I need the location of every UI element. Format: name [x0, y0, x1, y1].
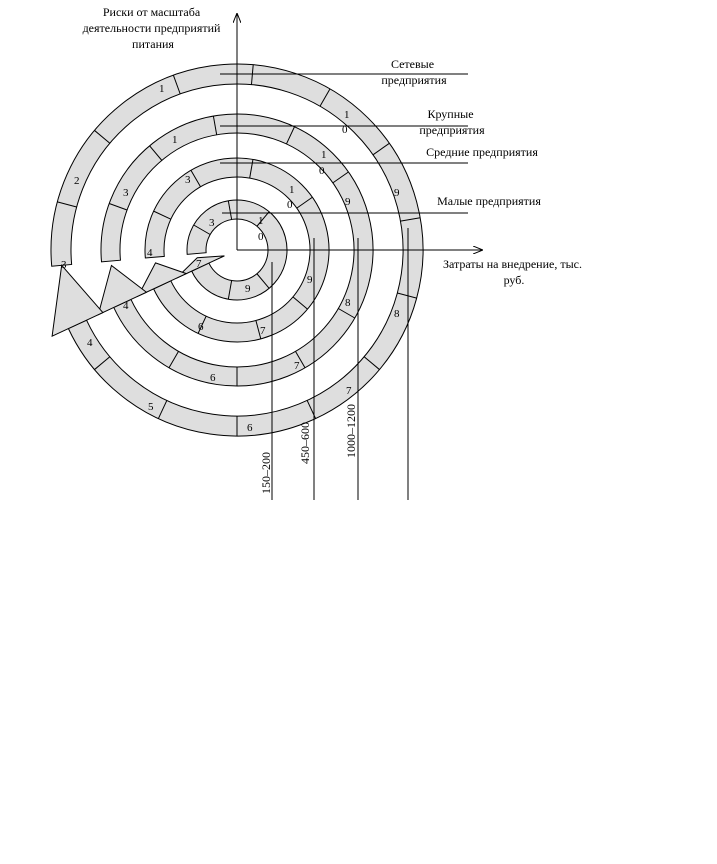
svg-text:4: 4	[123, 300, 129, 312]
svg-text:1: 1	[289, 184, 295, 196]
svg-text:5: 5	[148, 401, 154, 413]
cost-range-2: 450–600	[298, 422, 312, 464]
label-small-enterprises: Малые предприятия	[437, 194, 541, 208]
svg-text:1: 1	[172, 134, 178, 146]
svg-text:9: 9	[345, 196, 351, 208]
svg-text:4: 4	[87, 337, 93, 349]
svg-text:1: 1	[344, 109, 350, 121]
svg-text:6: 6	[247, 422, 253, 434]
svg-text:9: 9	[245, 283, 251, 295]
svg-text:0: 0	[258, 231, 264, 243]
svg-text:0: 0	[342, 124, 348, 136]
y-axis-label: Риски от масштаба деятельности предприятий питания	[82, 5, 221, 51]
svg-text:1: 1	[159, 83, 165, 95]
label-network-enterprises: Сетевые предприятия	[381, 57, 447, 87]
svg-text:8: 8	[345, 297, 351, 309]
svg-text:2: 2	[74, 175, 80, 187]
svg-text:3: 3	[61, 259, 67, 271]
svg-text:6: 6	[198, 321, 204, 333]
cost-range-3: 1000–1200	[344, 404, 358, 458]
svg-text:9: 9	[394, 187, 400, 199]
svg-text:7: 7	[196, 258, 202, 270]
svg-text:7: 7	[294, 360, 300, 372]
cost-range-1: 150–200	[259, 452, 273, 494]
label-medium-enterprises: Средние предприятия	[426, 145, 538, 159]
svg-text:3: 3	[185, 174, 191, 186]
svg-text:4: 4	[147, 247, 153, 259]
svg-text:3: 3	[123, 187, 129, 199]
svg-text:7: 7	[346, 385, 352, 397]
svg-text:1: 1	[321, 149, 327, 161]
svg-text:7: 7	[260, 325, 266, 337]
svg-text:3: 3	[209, 217, 215, 229]
svg-text:0: 0	[287, 199, 293, 211]
svg-text:8: 8	[394, 308, 400, 320]
svg-text:0: 0	[319, 165, 325, 177]
svg-text:6: 6	[210, 372, 216, 384]
label-large-enterprises: Крупные предприятия	[419, 107, 485, 137]
x-axis-label: Затраты на внедрение, тыс. руб.	[443, 257, 582, 287]
svg-text:1: 1	[258, 215, 264, 227]
svg-text:9: 9	[307, 274, 313, 286]
